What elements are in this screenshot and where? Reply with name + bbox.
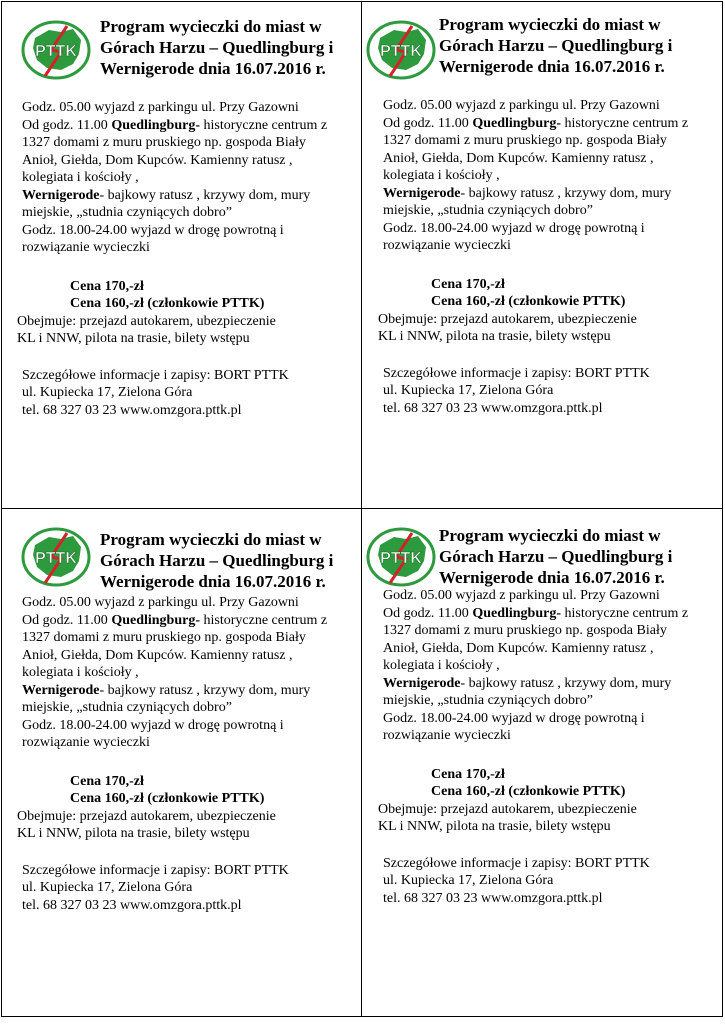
return-line: rozwiązanie wycieczki [383, 728, 511, 743]
svg-text:PTTK: PTTK [380, 550, 422, 567]
description-line: Anioł, Giełda, Dom Kupców. Kamienny ratusz , [22, 152, 293, 168]
info-line: Szczegółowe informacje i zapisy: BORT PTTK [383, 855, 650, 871]
quedlinburg-line [22, 612, 362, 630]
return-line: rozwiązanie wycieczki [22, 240, 150, 255]
flyer-top-left [1, 1, 362, 509]
description-line: Anioł, Giełda, Dom Kupców. Kamienny ratusz , [383, 640, 654, 656]
pttk-logo-icon [21, 527, 91, 587]
wernigerode-line [22, 187, 362, 205]
contact-line: tel. 68 327 03 23 www.omzgora.pttk.pl [383, 400, 603, 416]
return-line: Godz. 18.00-24.00 wyjazd w drogę powrotną i [22, 717, 284, 733]
description-line: Anioł, Giełda, Dom Kupców. Kamienny ratusz , [22, 647, 293, 663]
title-line: Program wycieczki do miast w [100, 530, 322, 549]
price-regular: Cena 170,-zł [70, 773, 144, 789]
text: historyczne centrum z [200, 117, 328, 133]
departure-line: Godz. 05.00 wyjazd z parkingu ul. Przy Gazowni [383, 588, 660, 603]
svg-text:PTTK: PTTK [380, 43, 422, 60]
pttk-logo-icon [366, 527, 436, 587]
text: historyczne centrum z [200, 612, 328, 628]
description-line: 1327 domami z muru pruskiego np. gospoda Biały [22, 630, 306, 645]
contact-line: tel. 68 327 03 23 www.omzgora.pttk.pl [383, 890, 603, 906]
address-line: ul. Kupiecka 17, Zielona Góra [22, 880, 193, 895]
text: Od godz. 11.00 [22, 117, 112, 133]
text: - bajkowy ratusz , krzywy dom, mury [460, 185, 672, 201]
price-members: Cena 160,-zł (członkowie PTTK) [70, 791, 265, 806]
flyer-bottom-left [1, 508, 362, 1017]
return-line: Godz. 18.00-24.00 wyjazd w drogę powrotną i [383, 220, 645, 236]
return-line: Godz. 18.00-24.00 wyjazd w drogę powrotną i [22, 222, 284, 238]
description-line: kolegiata i kościoły , [383, 658, 500, 673]
place-name: Quedlingburg- [472, 115, 562, 131]
title-line: Górach Harzu – Quedlingburg i [439, 547, 673, 566]
description-line: kolegiata i kościoły , [383, 168, 500, 183]
flyer-body [17, 99, 362, 419]
place-name: Quedlingburg- [111, 117, 201, 133]
includes-line: Obejmuje: przejazd autokarem, ubezpieczenie [17, 313, 276, 329]
flyer-bottom-right [361, 508, 723, 1017]
flyer-body [378, 587, 723, 907]
title-line: Program wycieczki do miast w [100, 17, 322, 36]
info-line: Szczegółowe informacje i zapisy: BORT PTTK [22, 367, 289, 383]
includes-line: Obejmuje: przejazd autokarem, ubezpieczenie [378, 311, 637, 327]
description-line: 1327 domami z muru pruskiego np. gospoda Biały [383, 623, 667, 638]
includes-line: KL i NNW, pilota na trasie, bilety wstępu [378, 819, 611, 834]
text: - bajkowy ratusz , krzywy dom, mury [99, 682, 311, 698]
return-line: rozwiązanie wycieczki [22, 735, 150, 750]
wernigerode-line [383, 675, 723, 693]
flyer-title [439, 525, 701, 588]
text: historyczne centrum z [561, 115, 689, 131]
text: Od godz. 11.00 [383, 115, 473, 131]
contact-line: tel. 68 327 03 23 www.omzgora.pttk.pl [22, 897, 242, 913]
description-line: miejskie, „studnia czyniących dobro” [383, 693, 593, 708]
info-line: Szczegółowe informacje i zapisy: BORT PTTK [383, 365, 650, 381]
price-members: Cena 160,-zł (członkowie PTTK) [431, 294, 626, 309]
text: - bajkowy ratusz , krzywy dom, mury [99, 187, 311, 203]
flyer-body [17, 594, 362, 914]
price-regular: Cena 170,-zł [431, 276, 505, 292]
includes-line: KL i NNW, pilota na trasie, bilety wstępu [17, 826, 250, 841]
address-line: ul. Kupiecka 17, Zielona Góra [383, 383, 554, 398]
title-line: Wernigerode dnia 16.07.2016 r. [439, 568, 665, 587]
place-name: Quedlingburg- [472, 605, 562, 621]
title-line: Górach Harzu – Quedlingburg i [100, 38, 334, 57]
svg-text:PTTK: PTTK [35, 550, 77, 567]
address-line: ul. Kupiecka 17, Zielona Góra [383, 873, 554, 888]
wernigerode-line [22, 682, 362, 700]
title-line: Wernigerode dnia 16.07.2016 r. [100, 59, 326, 78]
place-name: Wernigerode [22, 187, 100, 203]
text: Od godz. 11.00 [22, 612, 112, 628]
address-line: ul. Kupiecka 17, Zielona Góra [22, 385, 193, 400]
flyer-top-right [361, 1, 723, 509]
description-line: 1327 domami z muru pruskiego np. gospoda Biały [22, 135, 306, 150]
departure-line: Godz. 05.00 wyjazd z parkingu ul. Przy Gazowni [22, 100, 299, 115]
description-line: 1327 domami z muru pruskiego np. gospoda Biały [383, 133, 667, 148]
place-name: Wernigerode [22, 682, 100, 698]
flyer-body [378, 97, 723, 417]
quedlinburg-line [383, 115, 723, 133]
description-line: miejskie, „studnia czyniących dobro” [383, 203, 593, 218]
departure-line: Godz. 05.00 wyjazd z parkingu ul. Przy Gazowni [383, 98, 660, 113]
includes-line: Obejmuje: przejazd autokarem, ubezpieczenie [17, 808, 276, 824]
place-name: Quedlingburg- [111, 612, 201, 628]
flyer-sheet [1, 1, 723, 1017]
description-line: kolegiata i kościoły , [22, 170, 139, 185]
title-line: Wernigerode dnia 16.07.2016 r. [439, 57, 665, 76]
price-regular: Cena 170,-zł [70, 278, 144, 294]
contact-line: tel. 68 327 03 23 www.omzgora.pttk.pl [22, 402, 242, 418]
title-line: Program wycieczki do miast w [439, 526, 661, 545]
flyer-title [100, 16, 362, 79]
title-line: Górach Harzu – Quedlingburg i [100, 551, 334, 570]
text: - bajkowy ratusz , krzywy dom, mury [460, 675, 672, 691]
description-line: Anioł, Giełda, Dom Kupców. Kamienny ratusz , [383, 150, 654, 166]
wernigerode-line [383, 185, 723, 203]
flyer-title [439, 14, 701, 77]
return-line: rozwiązanie wycieczki [383, 238, 511, 253]
pttk-logo-icon [21, 20, 91, 80]
includes-line: Obejmuje: przejazd autokarem, ubezpieczenie [378, 801, 637, 817]
flyer-title [100, 529, 362, 592]
price-members: Cena 160,-zł (członkowie PTTK) [70, 296, 265, 311]
svg-text:PTTK: PTTK [35, 43, 77, 60]
text: Od godz. 11.00 [383, 605, 473, 621]
price-members: Cena 160,-zł (członkowie PTTK) [431, 784, 626, 799]
quedlinburg-line [22, 117, 362, 135]
return-line: Godz. 18.00-24.00 wyjazd w drogę powrotną i [383, 710, 645, 726]
text: historyczne centrum z [561, 605, 689, 621]
place-name: Wernigerode [383, 185, 461, 201]
info-line: Szczegółowe informacje i zapisy: BORT PTTK [22, 862, 289, 878]
description-line: kolegiata i kościoły , [22, 665, 139, 680]
includes-line: KL i NNW, pilota na trasie, bilety wstępu [378, 329, 611, 344]
place-name: Wernigerode [383, 675, 461, 691]
title-line: Wernigerode dnia 16.07.2016 r. [100, 572, 326, 591]
includes-line: KL i NNW, pilota na trasie, bilety wstępu [17, 331, 250, 346]
title-line: Program wycieczki do miast w [439, 15, 661, 34]
departure-line: Godz. 05.00 wyjazd z parkingu ul. Przy Gazowni [22, 595, 299, 610]
title-line: Górach Harzu – Quedlingburg i [439, 36, 673, 55]
pttk-logo-icon [366, 20, 436, 80]
description-line: miejskie, „studnia czyniących dobro” [22, 700, 232, 715]
quedlinburg-line [383, 605, 723, 623]
price-regular: Cena 170,-zł [431, 766, 505, 782]
description-line: miejskie, „studnia czyniących dobro” [22, 205, 232, 220]
